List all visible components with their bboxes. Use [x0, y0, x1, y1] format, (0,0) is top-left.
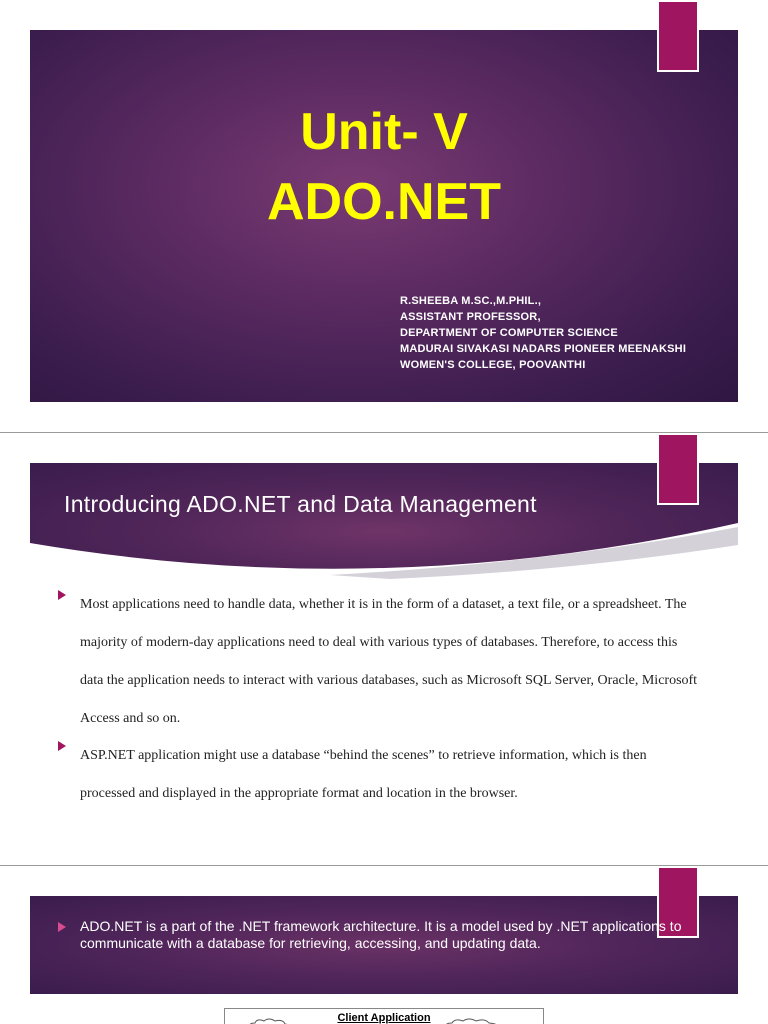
list-item: [58, 586, 698, 738]
slide-heading: Introducing ADO.NET and Data Management: [64, 491, 537, 517]
banner-curve-decoration: [30, 523, 738, 583]
title-slide: [0, 0, 768, 432]
author-name: R.SHEEBA M.SC.,M.PHIL.,: [400, 295, 542, 307]
architecture-diagram: [224, 1008, 544, 1024]
author-college-line2: WOMEN'S COLLEGE, POOVANTHI: [400, 359, 586, 371]
accent-tab: [657, 433, 699, 505]
diagram-title: Client Application: [337, 1012, 431, 1024]
ado-net-slide: [0, 866, 768, 1024]
author-block: [400, 293, 720, 373]
bullet-text: Most applications need to handle data, whether it is in the form of a dataset, a text file, or a spreadsheet. The majority of modern-day applications need to deal with various types of databases. Therefore, to access this data the application needs to interact with various databases, such as Microsoft SQL Server, Oracle, Microsoft Access and so on.: [80, 597, 698, 726]
bullet-text: ADO.NET is a part of the .NET framework architecture. It is a model used by .NET applications to communicate with a database for retrieving, accessing, and updating data.: [80, 918, 682, 951]
accent-tab: [657, 0, 699, 72]
list-item: [58, 737, 698, 813]
bullet-arrow-icon: [58, 922, 66, 932]
bullet-text: ASP.NET application might use a database “behind the scenes” to retrieve information, which is then processed and displayed in the appropriate format and location in the browser.: [80, 748, 647, 801]
intro-slide: [0, 433, 768, 865]
bullet-arrow-icon: [58, 741, 66, 751]
bullet-arrow-icon: [58, 590, 66, 600]
list-item: [58, 918, 698, 952]
slide-title-unit: Unit- V: [300, 103, 468, 161]
cloud-icon: [247, 1017, 293, 1024]
bullet-list: [58, 597, 698, 823]
author-title: ASSISTANT PROFESSOR,: [400, 311, 541, 323]
author-department: DEPARTMENT OF COMPUTER SCIENCE: [400, 327, 618, 339]
author-college-line1: MADURAI SIVAKASI NADARS PIONEER MEENAKSHI: [400, 343, 687, 355]
cloud-icon: [443, 1017, 503, 1024]
slide-title-topic: ADO.NET: [267, 173, 501, 231]
